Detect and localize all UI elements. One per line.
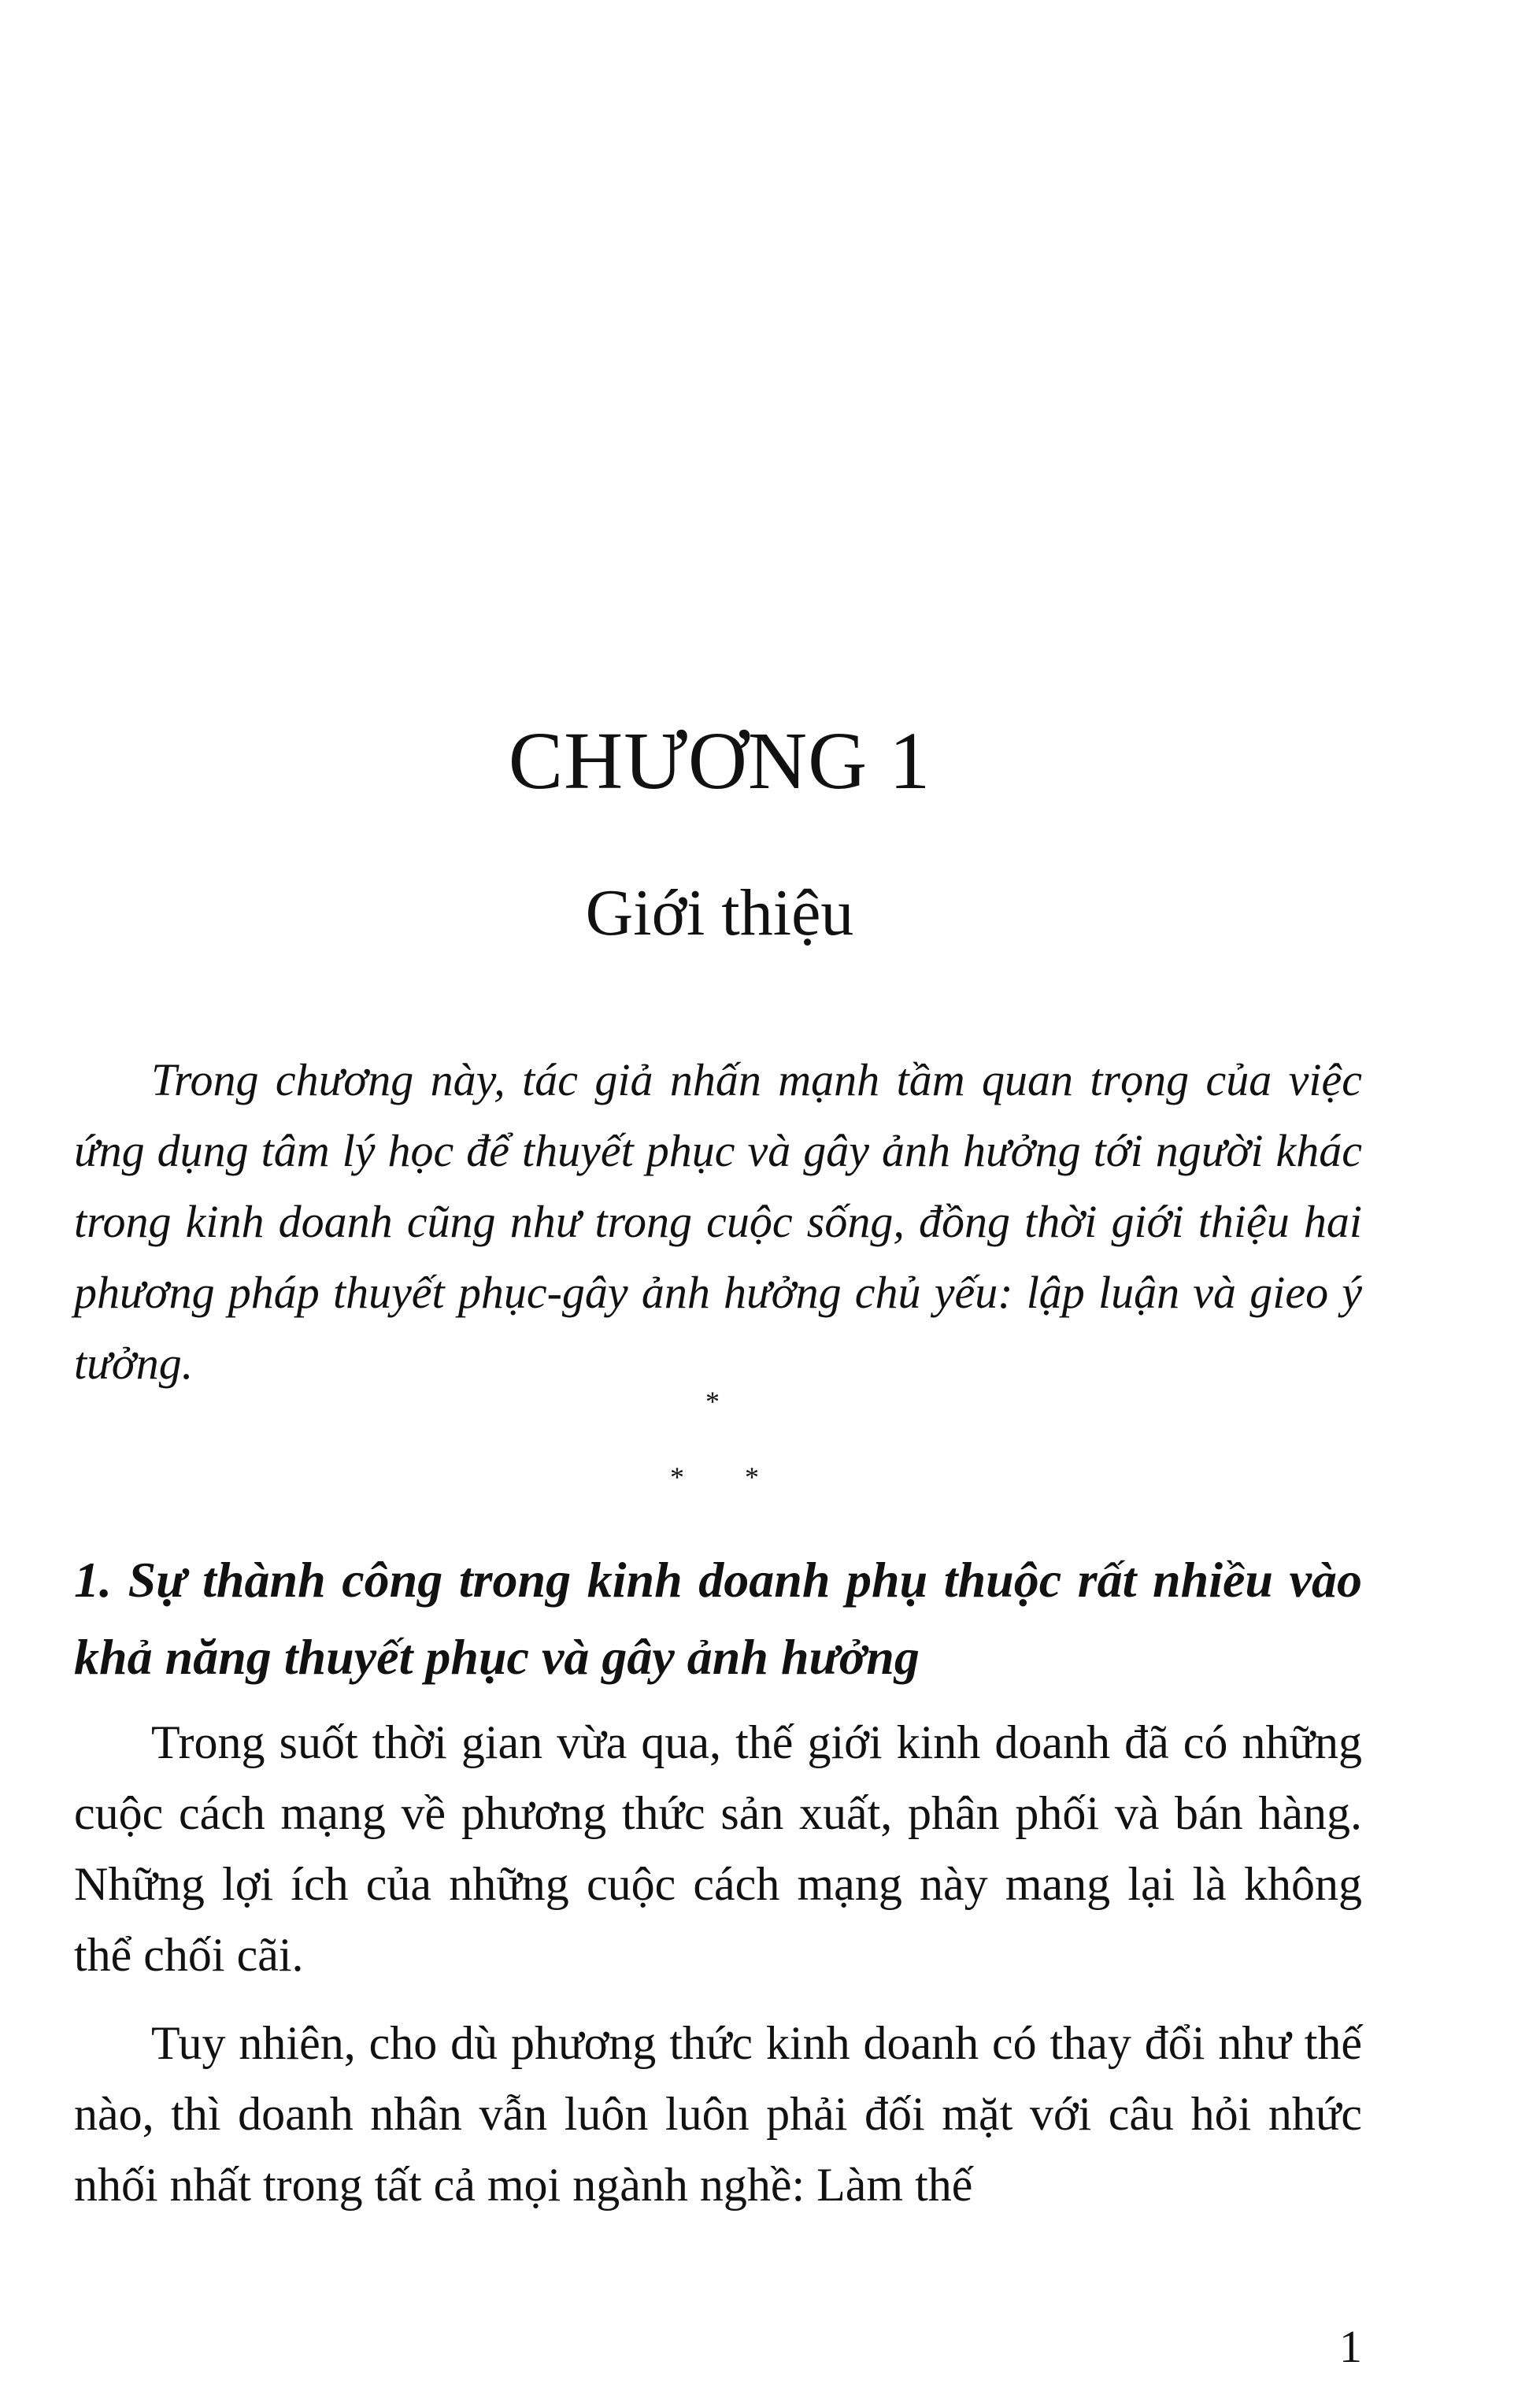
asterism-star: *	[745, 1461, 759, 1493]
page-number: 1	[1339, 2321, 1362, 2372]
asterism-star: *	[670, 1461, 684, 1493]
body-paragraph: Tuy nhiên, cho dù phương thức kinh doanh có thay đổi như thế nào, thì doanh nhân vẫn luôn luôn phải đối mặt với câu hỏi nhức nhối nhất trong tất cả mọi ngành nghề: Làm thế	[74, 2017, 1362, 2211]
chapter-title: CHƯƠNG 1	[508, 716, 931, 806]
section-heading: 1. Sự thành công trong kinh doanh phụ thuộc rất nhiều vào khả năng thuyết phục và gây ảnh hưởng	[74, 1552, 1362, 1685]
chapter-subtitle: Giới thiệu	[585, 876, 854, 949]
asterism-star: *	[705, 1386, 720, 1417]
chapter-summary: Trong chương này, tác giả nhấn mạnh tầm quan trọng của việc ứng dụng tâm lý học để thuyết phục và gây ảnh hưởng tới người khác trong kinh doanh cũng như trong cuộc sống, đồng thời giới thiệu hai phương pháp thuyết phục-gây ảnh hưởng chủ yếu: lập luận và gieo ý tưởng.	[74, 1054, 1362, 1389]
body-paragraph: Trong suốt thời gian vừa qua, thế giới kinh doanh đã có những cuộc cách mạng về phương thức sản xuất, phân phối và bán hàng. Những lợi ích của những cuộc cách mạng này mang lại là không thể chối cãi.	[74, 1716, 1362, 1981]
